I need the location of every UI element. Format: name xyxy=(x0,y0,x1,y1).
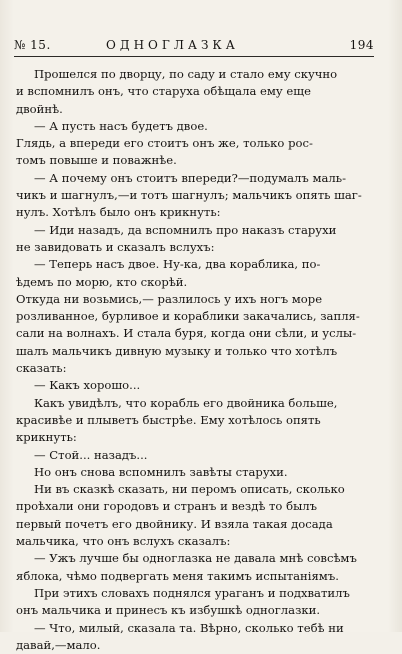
text-line: яблока, чѣмо подвергать меня такимъ испытаніямъ. xyxy=(16,568,339,583)
text-line: — Ужъ лучше бы одноглазка не давала мнѣ совсѣмъ xyxy=(34,551,357,566)
issue-number: № 15. xyxy=(14,38,51,52)
text-line: — А пусть насъ будетъ двое. xyxy=(34,118,208,133)
text-line: розливанное, бурливое и кораблики закачались, запля- xyxy=(16,309,360,324)
text-line: ѣдемъ по морю, кто скорѣй. xyxy=(16,274,188,289)
text-line: не завидовать и сказалъ вслухъ: xyxy=(16,239,215,254)
text-line: томъ повыше и поважнѣе. xyxy=(16,153,177,168)
text-line: — Стой... назадъ... xyxy=(34,447,148,462)
text-line: Глядь, а впереди его стоитъ онъ же, только рос- xyxy=(16,136,313,151)
text-line: и вспомнилъ онъ, что старуха обѣщала ему еще xyxy=(16,84,311,99)
text-line: — Что, милый, сказала та. Вѣрно, сколько тебѣ ни xyxy=(34,620,344,635)
text-line: проѣхали они городовъ и странъ и вездѣ то былъ xyxy=(16,499,318,514)
text-line: красивѣе и плыветъ быстрѣе. Ему хотѣлось опять xyxy=(16,412,321,427)
running-title: ОДНОГЛАЗКА xyxy=(106,38,239,52)
text-line: При этихъ словахъ поднялся ураганъ и подхватилъ xyxy=(34,585,350,600)
text-line: Ни въ сказкѣ сказать, ни перомъ описать, сколько xyxy=(34,482,345,497)
text-line: Но онъ снова вспомнилъ завѣты старухи. xyxy=(34,464,288,479)
text-line: онъ мальчика и принесъ къ избушкѣ одноглазки. xyxy=(16,603,321,618)
text-line: чикъ и шагнулъ,—и тотъ шагнулъ; мальчикъ опять шаг- xyxy=(16,188,362,203)
page-number: 194 xyxy=(349,38,374,52)
text-line: шалъ мальчикъ дивную музыку и только что хотѣлъ xyxy=(16,343,338,358)
text-line: крикнуть: xyxy=(16,430,77,445)
text-line: — Какъ хорошо... xyxy=(34,378,141,393)
text-line: — Иди назадъ, да вспомнилъ про наказъ старухи xyxy=(34,222,337,237)
text-line: — Теперь насъ двое. Ну-ка, два кораблика, по- xyxy=(34,257,321,272)
text-line: — А почему онъ стоитъ впереди?—подумалъ маль- xyxy=(34,170,346,185)
body-text xyxy=(16,66,374,654)
header-rule xyxy=(14,56,374,57)
text-line: двойнѣ. xyxy=(16,101,63,116)
text-line: Прошелся по дворцу, по саду и стало ему скучно xyxy=(34,67,338,81)
text-line: давай,—мало. xyxy=(16,637,101,652)
text-line: Какъ увидѣлъ, что корабль его двойника больше, xyxy=(34,395,338,410)
text-line: Откуда ни возьмись,— разлилось у ихъ ногъ море xyxy=(16,291,323,306)
text-line: сказать: xyxy=(16,361,67,376)
text-line: сали на волнахъ. И стала буря, когда они сѣли, и услы- xyxy=(16,326,357,341)
text-line: мальчика, что онъ вслухъ сказалъ: xyxy=(16,534,231,549)
text-line: первый почетъ его двойнику. И взяла такая досада xyxy=(16,516,333,531)
text-line: нулъ. Хотѣлъ было онъ крикнуть: xyxy=(16,205,221,220)
